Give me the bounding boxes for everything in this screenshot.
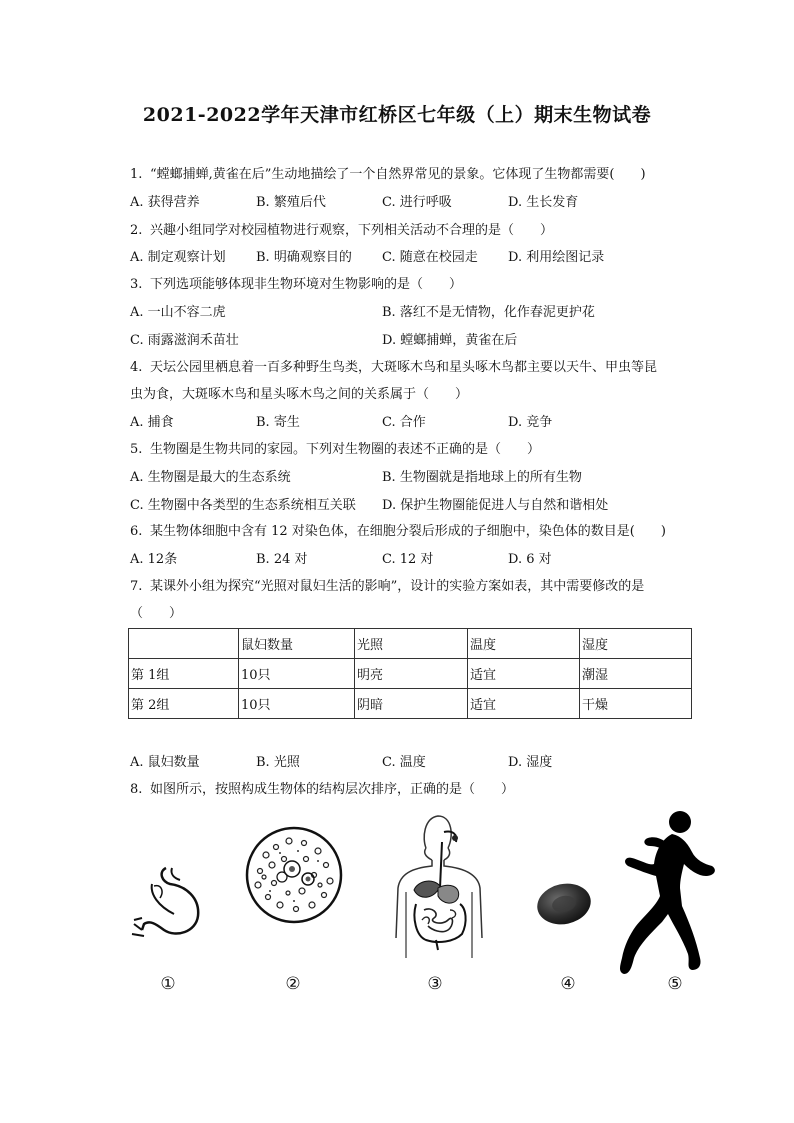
table-cell: 适宜 <box>468 689 580 719</box>
question-number: 6. <box>130 524 143 539</box>
table-header-cell: 湿度 <box>580 629 692 659</box>
table-cell: 10只 <box>239 659 355 689</box>
question-number: 5. <box>130 442 143 457</box>
table-header-cell <box>129 629 239 659</box>
question-4-continued: 虫为食，大斑啄木鸟和星头啄木鸟之间的关系属于（ ） <box>130 387 469 402</box>
table-header-row <box>129 629 692 659</box>
table-row <box>129 659 692 689</box>
question-number: 4. <box>130 360 143 375</box>
option-c: C. 合作 <box>382 415 426 430</box>
question-stem: “螳螂捕蝉,黄雀在后”生动地描绘了一个自然界常见的景象。它体现了生物都需要( ) <box>150 167 646 182</box>
question-stem: 天坛公园里栖息着一百多种野生鸟类，大斑啄木鸟和星头啄木鸟都主要以天牛、甲虫等昆 <box>150 360 658 375</box>
question-3 <box>130 273 462 292</box>
question-number: 1. <box>130 167 143 182</box>
page-title: 2021-2022学年天津市红桥区七年级（上）期末生物试卷 <box>142 104 652 126</box>
digestive-system-figure <box>392 808 486 958</box>
figure-label-2: ② <box>285 974 301 994</box>
option-c: C. 12 对 <box>382 552 434 567</box>
question-8 <box>130 778 514 797</box>
option-a: A. 制定观察计划 <box>130 250 226 265</box>
option-b: B. 落红不是无情物，化作春泥更护花 <box>382 305 595 320</box>
red-blood-cell-figure <box>534 880 594 928</box>
question-stem: 兴趣小组同学对校园植物进行观察，下列相关活动不合理的是（ ） <box>150 223 554 238</box>
table-cell: 适宜 <box>468 659 580 689</box>
question-number: 2. <box>130 223 143 238</box>
option-d: D. 保护生物圈能促进人与自然和谐相处 <box>382 498 609 513</box>
table-cell: 明亮 <box>355 659 468 689</box>
option-b: B. 寄生 <box>256 415 300 430</box>
option-d: D. 竞争 <box>508 415 553 430</box>
option-a: A. 捕食 <box>130 415 174 430</box>
table-header-cell: 温度 <box>468 629 580 659</box>
question-7-continued: （ ） <box>130 606 183 621</box>
option-d: D. 湿度 <box>508 755 553 770</box>
option-b: B. 24 对 <box>256 552 308 567</box>
option-c: C. 进行呼吸 <box>382 195 452 210</box>
question-stem: 下列选项能够体现非生物环境对生物影响的是（ ） <box>150 277 463 292</box>
table-cell: 第 2组 <box>129 689 239 719</box>
figure-label-4: ④ <box>560 974 576 994</box>
question-6 <box>130 520 666 539</box>
option-a: A. 生物圈是最大的生态系统 <box>130 470 291 485</box>
table-header-cell: 鼠妇数量 <box>239 629 355 659</box>
question-number: 8. <box>130 782 143 797</box>
option-a: A. 获得营养 <box>130 195 200 210</box>
question-1 <box>130 163 646 182</box>
question-7 <box>130 575 644 594</box>
figure-label-5: ⑤ <box>667 974 683 994</box>
running-person-figure <box>614 808 720 976</box>
table-cell: 10只 <box>239 689 355 719</box>
stomach-figure <box>128 858 212 942</box>
option-c: C. 雨露滋润禾苗壮 <box>130 333 239 348</box>
option-c: C. 生物圈中各类型的生态系统相互关联 <box>130 498 356 513</box>
table-cell: 干燥 <box>580 689 692 719</box>
question-5 <box>130 438 540 457</box>
option-b: B. 生物圈就是指地球上的所有生物 <box>382 470 582 485</box>
table-row <box>129 689 692 719</box>
table-cell: 第 1组 <box>129 659 239 689</box>
option-d: D. 6 对 <box>508 552 552 567</box>
option-d: D. 利用绘图记录 <box>508 250 605 265</box>
tissue-figure <box>244 825 344 925</box>
question-2 <box>130 219 553 238</box>
question-stem: 生物圈是生物共同的家园。下列对生物圈的表述不正确的是（ ） <box>150 442 541 457</box>
option-d: D. 螳螂捕蝉，黄雀在后 <box>382 333 518 348</box>
table-cell: 阴暗 <box>355 689 468 719</box>
option-a: A. 一山不容二虎 <box>130 305 226 320</box>
option-c: C. 随意在校园走 <box>382 250 478 265</box>
option-d: D. 生长发育 <box>508 195 579 210</box>
figure-label-1: ① <box>160 974 176 994</box>
option-a: A. 鼠妇数量 <box>130 755 200 770</box>
question-4 <box>130 356 657 375</box>
experiment-table <box>128 628 692 719</box>
question-stem: 某课外小组为探究“光照对鼠妇生活的影响”，设计的实验方案如表，其中需要修改的是 <box>150 579 645 594</box>
table-cell: 潮湿 <box>580 659 692 689</box>
option-b: B. 光照 <box>256 755 300 770</box>
option-b: B. 明确观察目的 <box>256 250 352 265</box>
question-number: 3. <box>130 277 143 292</box>
question-stem: 如图所示，按照构成生物体的结构层次排序，正确的是（ ） <box>150 782 515 797</box>
option-b: B. 繁殖后代 <box>256 195 326 210</box>
table-header-cell: 光照 <box>355 629 468 659</box>
question-number: 7. <box>130 579 143 594</box>
option-a: A. 12条 <box>130 552 178 567</box>
figure-label-3: ③ <box>427 974 443 994</box>
question-stem: 某生物体细胞中含有 12 对染色体，在细胞分裂后形成的子细胞中，染色体的数目是( ) <box>150 524 666 539</box>
option-c: C. 温度 <box>382 755 426 770</box>
